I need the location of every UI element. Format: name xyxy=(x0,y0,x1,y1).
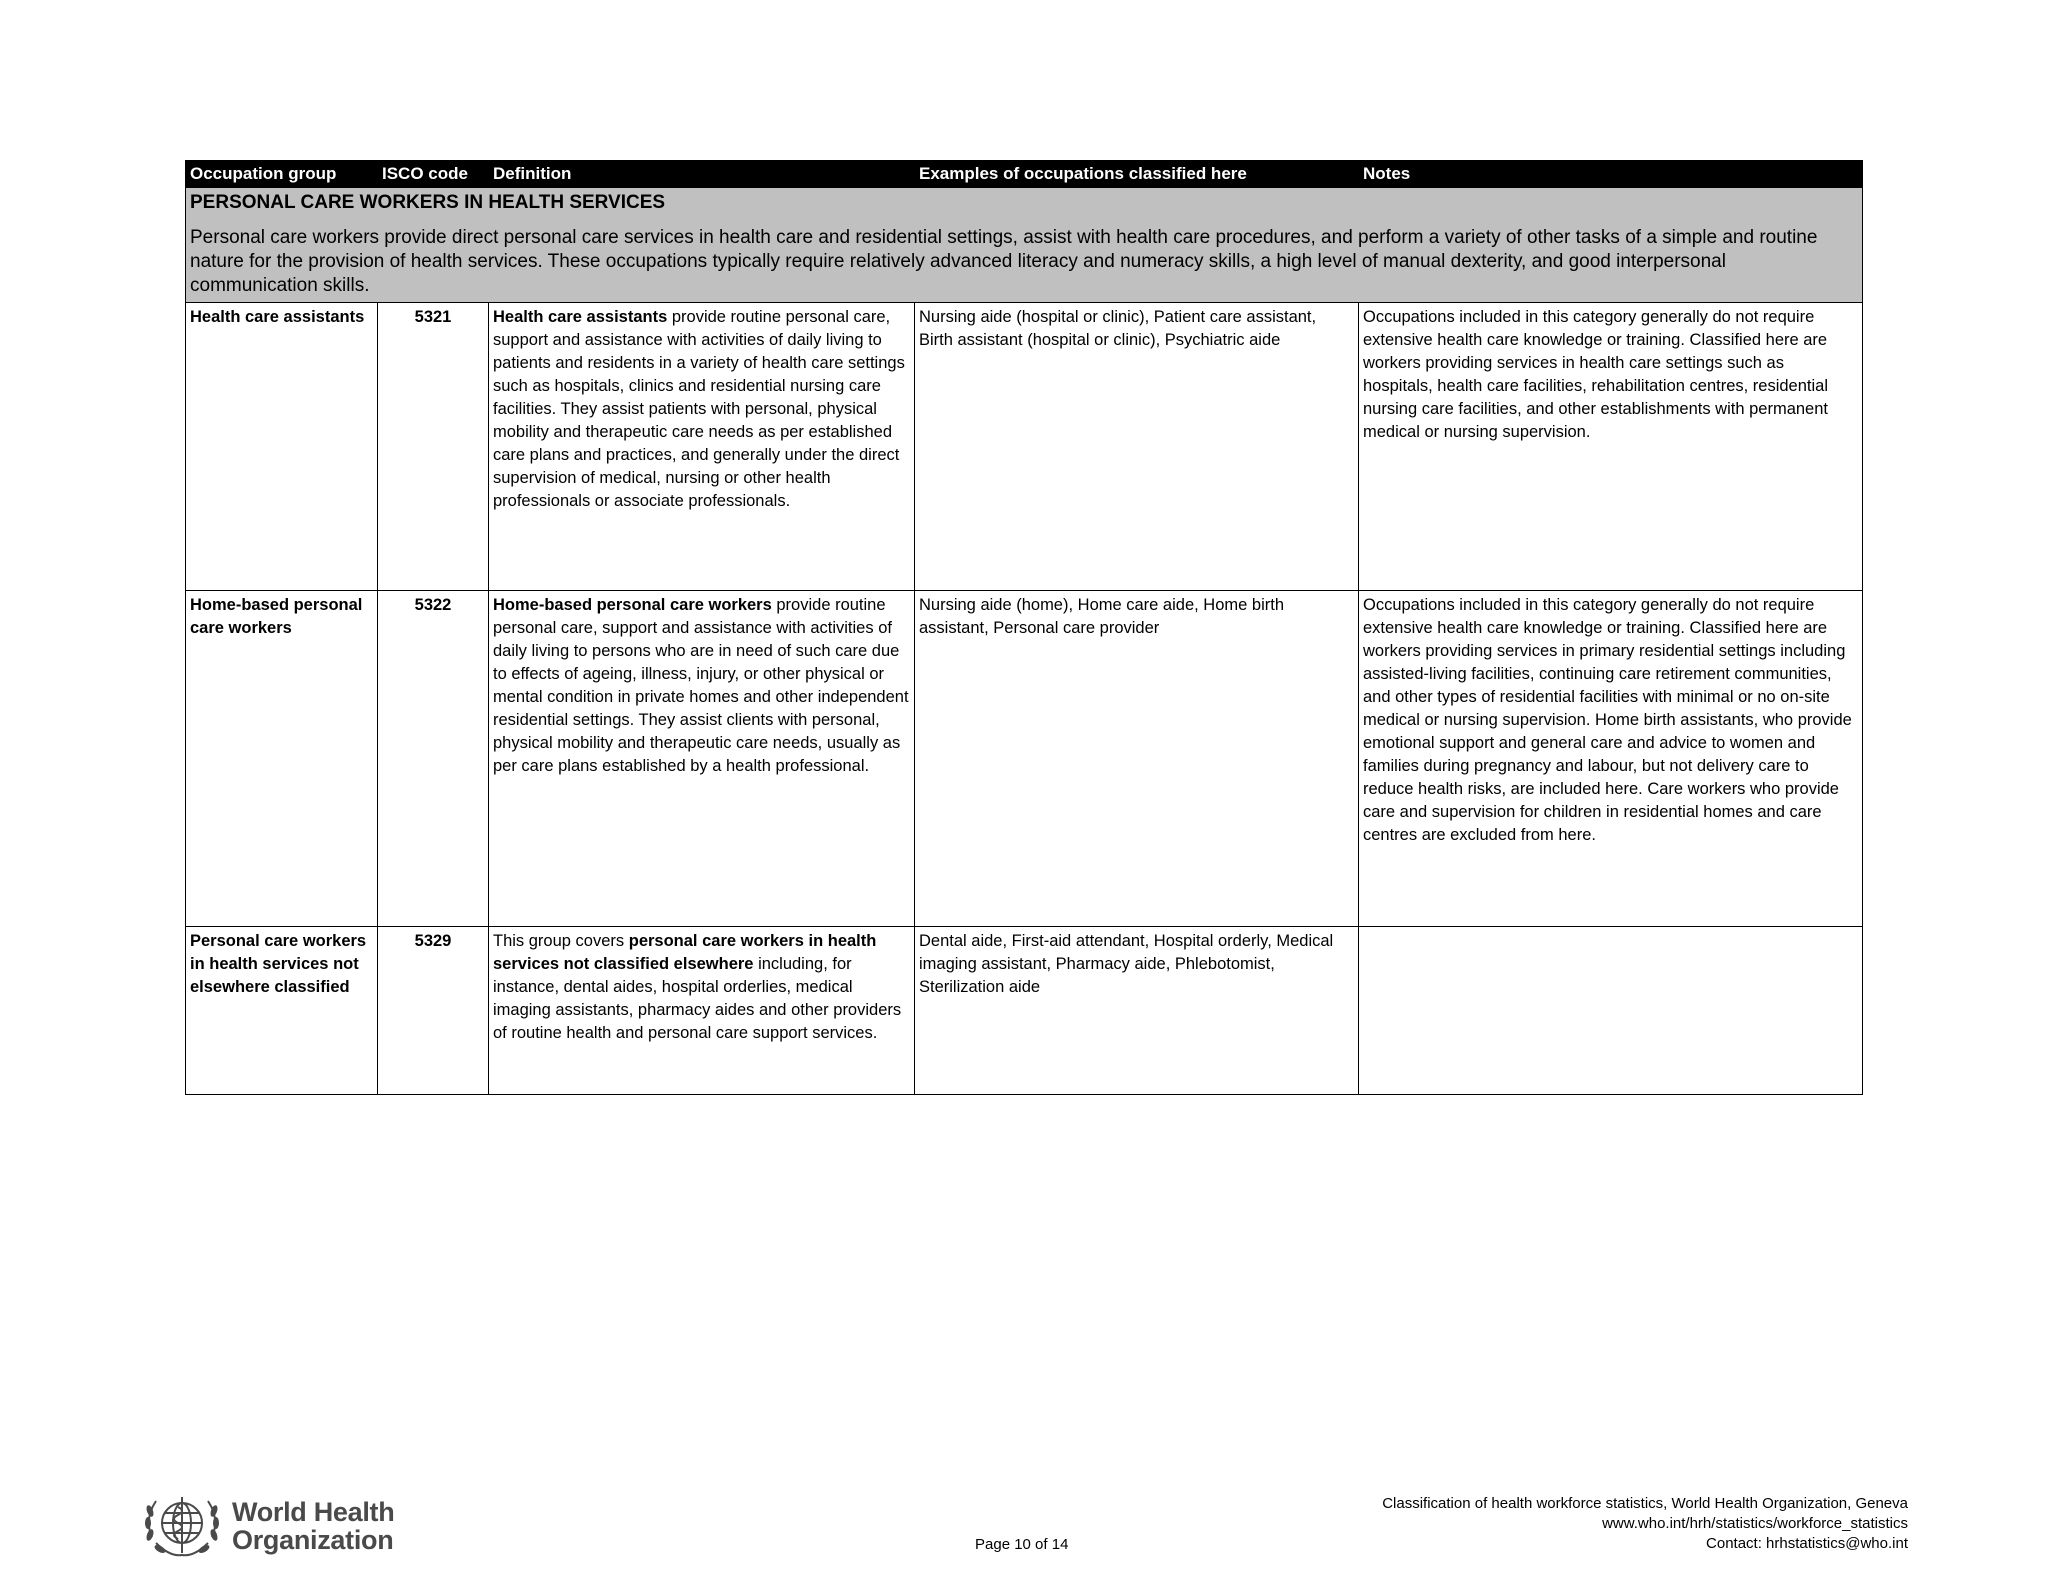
who-emblem-icon xyxy=(138,1487,226,1565)
examples-cell: Dental aide, First-aid attendant, Hospital orderly, Medical imaging assistant, Pharmacy aide, Phlebotomist, Sterilization aide xyxy=(915,927,1359,1095)
definition-term: Health care assistants xyxy=(493,308,668,326)
isco-code-cell: 5321 xyxy=(378,303,489,591)
header-isco-code: ISCO code xyxy=(378,161,489,188)
table-row xyxy=(186,303,1863,591)
isco-code-cell: 5322 xyxy=(378,591,489,927)
occupation-group-cell: Home-based personal care workers xyxy=(186,591,378,927)
classification-table xyxy=(185,160,1863,1095)
notes-cell: Occupations included in this category generally do not require extensive health care knowledge or training. Classified here are workers providing services in primary residential settings including assisted-living facilities, continuing care retirement communities, and other types of residential facilities with minimal or no on-site medical or nursing supervision. Home birth assistants, who provide emotional support and general care and advice to women and families during pregnancy and labour, but not delivery care to reduce health risks, are included here. Care workers who provide care and supervision for children in residential homes and care centres are excluded from here. xyxy=(1359,591,1863,927)
notes-cell: Occupations included in this category generally do not require extensive health care knowledge or training. Classified here are workers providing services in health care settings such as hospitals, health care facilities, rehabilitation centres, residential nursing care facilities, and other establishments with permanent medical or nursing supervision. xyxy=(1359,303,1863,591)
occupation-group-cell: Personal care workers in health services not elsewhere classified xyxy=(186,927,378,1095)
citation-url: www.who.int/hrh/statistics/workforce_statistics xyxy=(1602,1515,1908,1532)
definition-cell xyxy=(489,591,915,927)
definition-term: personal care workers in health services not classified elsewhere xyxy=(493,932,877,973)
footer-citation xyxy=(1382,1494,1908,1554)
header-examples: Examples of occupations classified here xyxy=(915,161,1359,188)
examples-cell: Nursing aide (hospital or clinic), Patient care assistant, Birth assistant (hospital or clinic), Psychiatric aide xyxy=(915,303,1359,591)
page-number: Page 10 of 14 xyxy=(975,1536,1069,1553)
who-logo xyxy=(138,1487,394,1565)
isco-code-cell: 5329 xyxy=(378,927,489,1095)
definition-cell xyxy=(489,927,915,1095)
table-row xyxy=(186,591,1863,927)
definition-prefix: This group covers xyxy=(493,932,629,950)
section-description: Personal care workers provide direct personal care services in health care and residential settings, assist with health care procedures, and perform a variety of other tasks of a simple and routine nature for the provision of health services. These occupations typically require relatively advanced literacy and numeracy skills, a high level of manual dexterity, and good interpersonal communication skills. xyxy=(190,227,1818,296)
definition-term: Home-based personal care workers xyxy=(493,596,772,614)
logo-line-2: Organization xyxy=(232,1525,394,1555)
notes-cell xyxy=(1359,927,1863,1095)
section-row xyxy=(186,188,1863,303)
logo-line-1: World Health xyxy=(232,1497,395,1527)
section-title: PERSONAL CARE WORKERS IN HEALTH SERVICES xyxy=(190,192,666,213)
definition-cell xyxy=(489,303,915,591)
table-row xyxy=(186,927,1863,1095)
occupation-group-cell: Health care assistants xyxy=(186,303,378,591)
definition-text: including, for instance, dental aides, hospital orderlies, medical imaging assistants, pharmacy aides and other providers of routine health and personal care support services. xyxy=(493,955,902,1042)
definition-text: provide routine personal care, support and assistance with activities of daily living to persons who are in need of such care due to effects of ageing, illness, injury, or other physical or mental condition in private homes and other independent residential settings. They assist clients with personal, physical mobility and therapeutic care needs, usually as per care plans established by a health professional. xyxy=(493,596,909,775)
header-definition: Definition xyxy=(489,161,915,188)
header-occupation-group: Occupation group xyxy=(186,161,378,188)
examples-cell: Nursing aide (home), Home care aide, Home birth assistant, Personal care provider xyxy=(915,591,1359,927)
table-header-row xyxy=(186,161,1863,188)
citation-contact: Contact: hrhstatistics@who.int xyxy=(1706,1535,1908,1552)
header-notes: Notes xyxy=(1359,161,1863,188)
citation-text: Classification of health workforce statistics, World Health Organization, Geneva xyxy=(1382,1495,1908,1512)
definition-text: provide routine personal care, support and assistance with activities of daily living to patients and residents in a variety of health care settings such as hospitals, clinics and residential nursing care facilities. They assist patients with personal, physical mobility and therapeutic care needs as per established care plans and practices, and generally under the direct supervision of medical, nursing or other health professionals or associate professionals. xyxy=(493,308,905,510)
